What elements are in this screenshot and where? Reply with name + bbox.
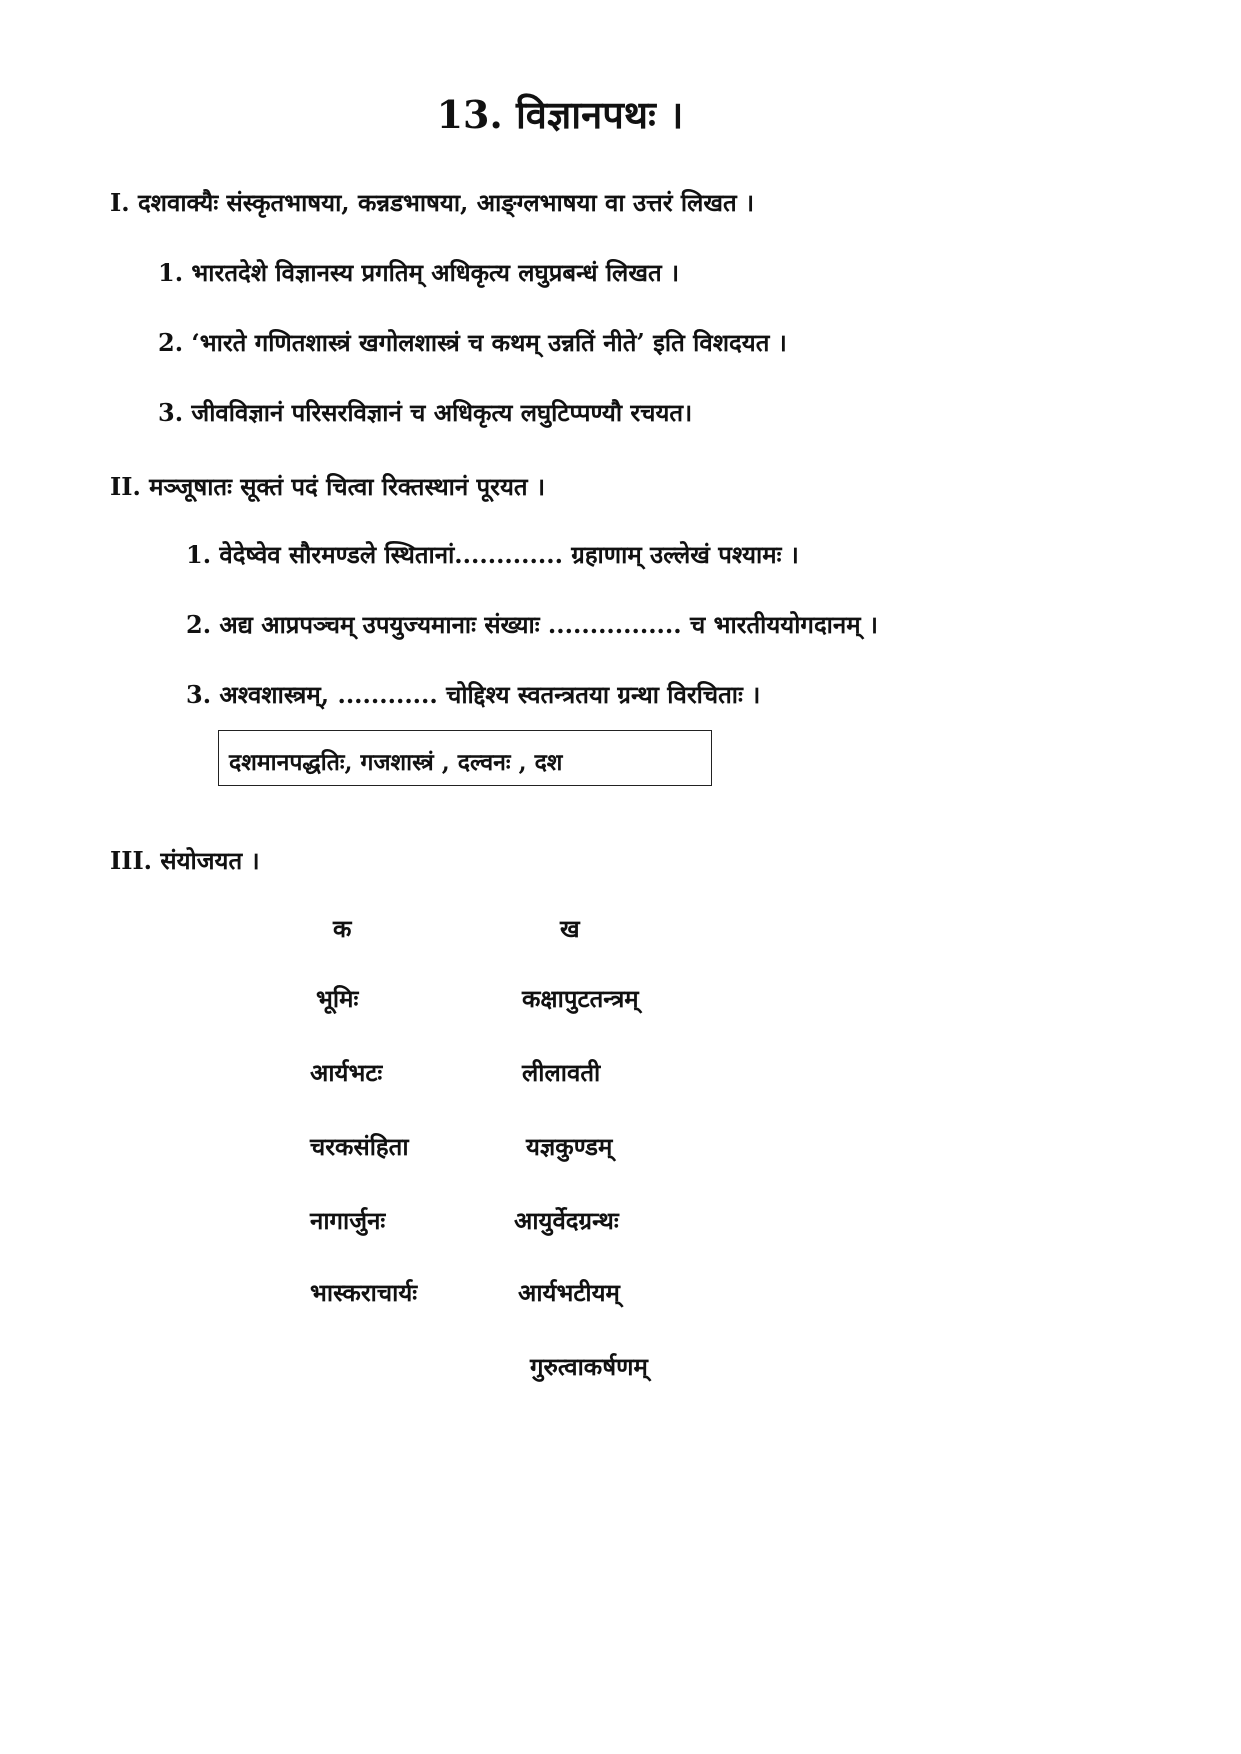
section-1-question-1: 1. भारतदेशे विज्ञानस्य प्रगतिम् अधिकृत्य लघुप्रबन्धं लिखत । xyxy=(158,258,680,287)
column-b-item: आयुर्वेदग्रन्थः xyxy=(514,1206,619,1235)
section-2-heading: II. मञ्जूषातः सूक्तं पदं चित्वा रिक्तस्थानं पूरयत । xyxy=(110,472,546,501)
section-1-question-2: 2. ‘भारते गणितशास्त्रं खगोलशास्त्रं च कथम् उन्नतिं नीते’ इति विशदयत । xyxy=(158,328,787,357)
column-b-item: कक्षापुटतन्त्रम् xyxy=(522,984,639,1013)
column-a-item: आर्यभटः xyxy=(310,1058,383,1087)
column-b-item: लीलावती xyxy=(522,1058,601,1087)
column-b-item: यज्ञकुण्डम् xyxy=(526,1132,613,1161)
column-b-item: गुरुत्वाकर्षणम् xyxy=(530,1352,648,1381)
column-a-item: भूमिः xyxy=(316,984,359,1013)
column-b-header: ख xyxy=(560,914,580,943)
column-a-item: भास्कराचार्यः xyxy=(310,1278,418,1307)
column-a-item: नागार्जुनः xyxy=(310,1206,386,1235)
word-box: दशमानपद्धतिः, गजशास्त्रं , दल्वनः , दश xyxy=(218,730,712,786)
section-2-blank-3: 3. अश्वशास्त्रम्, ............ चोद्दिश्य स्वतन्त्रतया ग्रन्था विरचिताः । xyxy=(186,680,761,709)
column-a-header: क xyxy=(333,914,352,943)
section-3-heading: III. संयोजयत । xyxy=(110,846,260,875)
section-2-blank-1: 1. वेदेष्वेव सौरमण्डले स्थितानां............. ग्रहाणाम् उल्लेखं पश्यामः । xyxy=(186,540,799,569)
column-b-item: आर्यभटीयम् xyxy=(518,1278,620,1307)
section-2-blank-2: 2. अद्य आप्रपञ्चम् उपयुज्यमानाः संख्याः ................ च भारतीययोगदानम् । xyxy=(186,610,879,639)
page-title: 13. विज्ञानपथः । xyxy=(436,92,684,137)
column-a-item: चरकसंहिता xyxy=(310,1132,409,1161)
section-1-heading: I. दशवाक्यैः संस्कृतभाषया, कन्नडभाषया, आङ्ग्लभाषया वा उत्तरं लिखत । xyxy=(110,188,755,217)
section-1-question-3: 3. जीवविज्ञानं परिसरविज्ञानं च अधिकृत्य लघुटिप्पण्यौ रचयत। xyxy=(158,398,693,427)
